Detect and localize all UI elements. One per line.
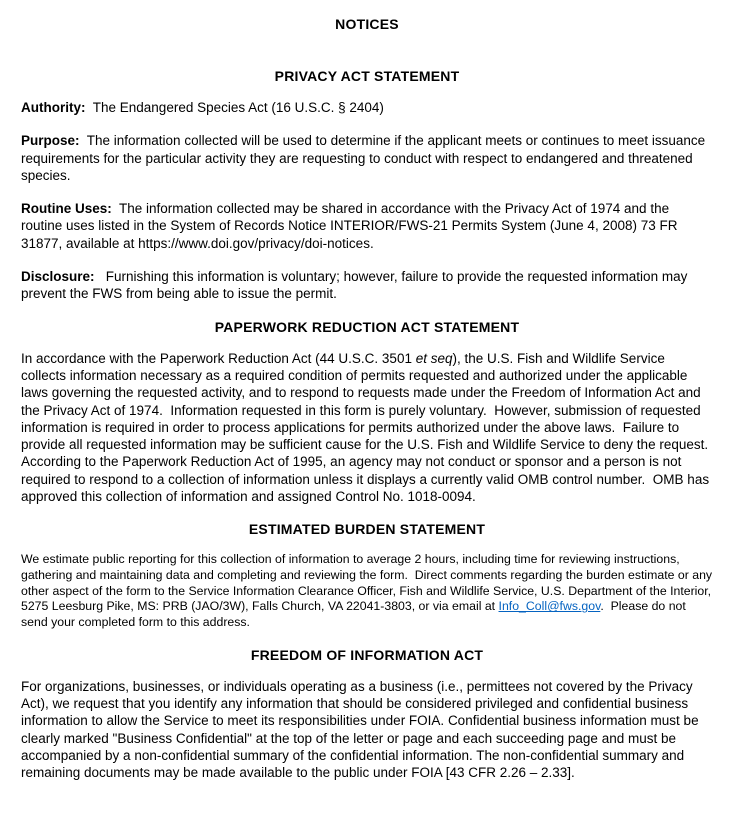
- privacy-act-heading: PRIVACY ACT STATEMENT: [274, 68, 460, 84]
- paperwork-text-before: In accordance with the Paperwork Reduction Act (44 U.S.C. 3501: [21, 350, 416, 366]
- paperwork-reduction-heading: PAPERWORK REDUCTION ACT STATEMENT: [214, 318, 520, 335]
- purpose-label: Purpose:: [21, 133, 80, 149]
- authority-text: The Endangered Species Act (16 U.S.C. § 2404): [85, 100, 384, 115]
- paperwork-italic-phrase: et seq: [415, 350, 453, 366]
- authority-paragraph: [21, 99, 713, 116]
- foia-heading: FREEDOM OF INFORMATION ACT: [250, 646, 484, 663]
- disclosure-paragraph: [21, 268, 713, 303]
- disclosure-text: Furnishing this information is voluntary; however, failure to provide the requested information may prevent the FWS from being able to issue the permit.: [21, 269, 692, 302]
- burden-paragraph: [21, 552, 716, 631]
- routine-uses-text: The information collected may be shared in accordance with the Privacy Act of 1974 and the routine uses listed in the System of Records Notice INTERIOR/FWS-21 Permits System (June 4, 2008) 73 FR 31877, available at https://www.doi.gov/privacy/doi-notices.: [21, 201, 682, 251]
- foia-text: For organizations, businesses, or individuals operating as a business (i.e., permittees not covered by the Privacy Act), we request that you identify any information that should be considered privileged and confidential business information to allow the Service to meet its responsibilities under FOIA. Confidential business information must be clearly marked "Business Confidential" at the top of the letter or page and each succeeding page and must be accompanied by a non-confidential summary of the confidential information. The non-confidential summary and remaining documents may be made available to the public under FOIA [43 CFR 2.26 – 2.33].: [21, 678, 703, 781]
- paperwork-text-after: ), the U.S. Fish and Wildlife Service collects information necessary as a required condition of permits requested and authorized under the applicable laws governing the requested activity, and to respond to requests made under the Freedom of Information Act and the Privacy Act of 1974. Information requested in this form is purely voluntary. However, submission of requested information is required in order to process applications for permits authorized under the above laws. Failure to provide all requested information may be sufficient cause for the U.S. Fish and Wildlife Service to deny the request. According to the Paperwork Reduction Act of 1995, an agency may not conduct or sponsor and a person is not required to respond to a collection of information unless it displays a currently valid OMB control number. OMB has approved this collection of information and assigned Control No. 1018-0094.: [21, 350, 715, 505]
- email-link[interactable]: Info_Coll@fws.gov: [498, 599, 601, 614]
- authority-label: Authority:: [21, 100, 86, 115]
- foia-paragraph: [21, 678, 713, 782]
- routine-uses-label: Routine Uses:: [21, 201, 112, 217]
- burden-text-before: We estimate public reporting for this collection of information to average 2 hours, including time for reviewing instructions, gathering and maintaining data and completing and reviewing the form. Direct comments regarding the burden estimate or any other aspect of the form to the Service Information Clearance Officer, Fish and Wildlife Service, U.S. Department of the Interior, 5275 Leesburg Pike, MS: PRB (JAO/3W), Falls Church, VA 22041-3803, or via email at: [21, 552, 716, 614]
- routine-uses-paragraph: [21, 200, 713, 252]
- disclosure-label: Disclosure:: [21, 269, 95, 285]
- page-title: NOTICES: [335, 16, 399, 32]
- burden-text-after: . Please do not send your completed form to this address.: [21, 599, 690, 630]
- paperwork-paragraph: [21, 350, 713, 506]
- purpose-paragraph: [21, 132, 713, 184]
- purpose-text: The information collected will be used to determine if the applicant meets or continues to meet issuance requirements for the particular activity they are requesting to conduct with respect to endangered and threatened species.: [21, 133, 709, 183]
- estimated-burden-heading: ESTIMATED BURDEN STATEMENT: [248, 521, 486, 538]
